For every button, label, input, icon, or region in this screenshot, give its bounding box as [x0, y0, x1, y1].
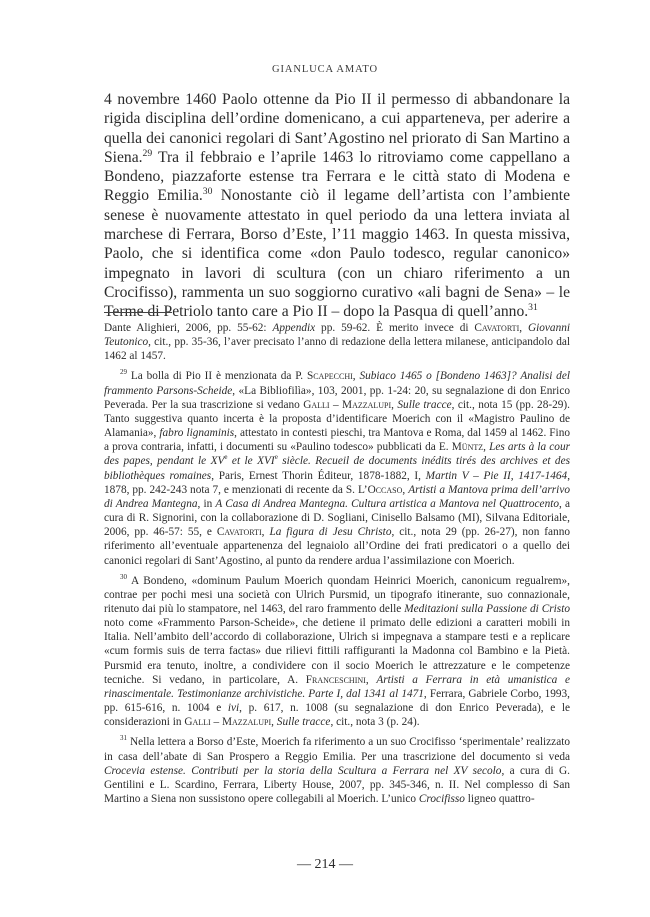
fn-italic: Les arts à la cour des papes, pendant le XV [104, 441, 570, 468]
fn-italic: Meditazioni sulla Passione di Cristo [404, 602, 570, 615]
fn-italic: Martin V – Pie II, 1417-1464 [425, 469, 568, 482]
fn-italic: Sulle tracce [397, 398, 452, 411]
fn-text: , a cura di R. Signorini, con la collaborazione di D. Sogliani, Cinisello Balsamo (MI), Silvana Editoriale, 2006, pp. 46-57: 55, e [104, 497, 570, 539]
fn-text: , [483, 441, 490, 454]
fn-text: , Paris, Ernest Thorin Éditeur, 1878-1882, I, [211, 469, 426, 482]
fn-text: , cit., nota 29 (pp. 26-27), non fanno riferimento all’eventuale appartenenza del legnaiolo all’Ordine dei frati predicatori o a quello dei canonici regolari di Sant’Agostino, al punto da rendere ardua l’assimilazione con Moerich. [104, 526, 571, 567]
footnote-number: 30 [120, 572, 127, 581]
fn-text: Nella lettera a Borso d’Este, Moerich fa riferimento a un suo Crocifisso ‘sperimentale’ realizzato in casa dell’abate di San Prospero a Reggio Emilia. Per una trascrizione del documento si veda [104, 736, 570, 763]
fn-author: L’Occaso [357, 483, 403, 496]
body-text-part: 4 novembre 1460 Paolo ottenne da Pio II il permesso di abbandonare la rigida disciplina dell’ordine domenicano, a cui apparteneva, per aderire a quella dei canonici regolari di Sant’Agostino nel priorato di San Martino a Siena. [104, 91, 570, 166]
fn-text: , [391, 398, 398, 411]
footnote-30 [104, 574, 570, 730]
fn-italic: A Casa di Andrea Mantegna. Cultura artistica a Mantova nel Quattrocento [215, 497, 560, 510]
fn-text: , «La Bibliofilìa», 103, 2001, pp. 1-24: 20, su segnalazione di don Enrico Peverada. Per la sua trascrizione si vedano [104, 384, 570, 411]
footnotes [104, 321, 570, 812]
fn-text: , [261, 526, 270, 539]
fn-text: , [271, 716, 277, 729]
footnote-ref-30: 30 [202, 186, 213, 198]
fn-italic: Artisti a Ferrara in età umanistica e rinascimentale. Testimonianze archivistiche. Parte I, dal 1341 al 1471 [104, 673, 570, 700]
fn-text: , 1878, pp. 242-243 nota 7, e menzionati di recente da S. [104, 469, 571, 496]
fn-italic: Crocevia estense. Contributi per la storia della Scultura a Ferrara nel XV secolo [104, 764, 502, 777]
fn-text: A Bondeno, «dominum Paulum Moerich quondam Heinrici Moerich, canonicum regualrem», contrae per pochi mesi una società con Ulrich Pursmid, un tipografo itinerante, suo connazionale, ritenuto dai più lo stampatore, nel 1463, del raro frammento delle [104, 574, 570, 615]
fn-text: ligneo quattro- [464, 793, 535, 805]
fn-italic: Crocifisso [418, 793, 465, 805]
body-text-part: Nonostante ciò il legame dell’artista con l’ambiente senese è nuovamente attestato in quel periodo da una lettera inviata al marchese di Ferrara, Borso d’Este, l’11 maggio 1463. In questa missiva, Paolo, che si identifica come «don Paulo todesco, regular canonico» impegnato in lavori di scultura (con un chiaro riferimento a un Crocifisso), rammenta un suo soggiorno curativo «ali bagni de Sena» – le Terme di Petriolo tanto care a Pio II – dopo la Pasqua di quell’anno. [104, 187, 570, 321]
fn-text: La bolla di Pio II è menzionata da P. [127, 370, 307, 383]
fn-italic: ivi [227, 702, 240, 715]
fn-superscript: e [274, 453, 278, 462]
fn-text: , cit., pp. 35-36, l’aver precisato l’anno di redazione della lettera milanese, anticipandolo dal 1462 al 1457. [104, 336, 570, 363]
fn-italic: Appendix [272, 322, 316, 334]
fn-text: , in [197, 497, 216, 510]
fn-author: Müntz [451, 441, 484, 454]
fn-text: Dante Alighieri, 2006, pp. 55-62: [104, 322, 273, 334]
fn-text: , a cura di G. Gentilini e L. Scardino, Ferrara, Liberty House, 2007, pp. 345-346, n. II. Nel complesso di San Martino a Siena non sussistono opere collegabili al Moerich. L’unico [104, 764, 571, 805]
fn-italic: Giovanni Teutonico [104, 322, 571, 349]
footnote-ref-31: 31 [528, 302, 538, 314]
fn-italic: Artisti a Mantova prima dell’arrivo di Andrea Mantegna [104, 483, 570, 510]
footnote-29 [104, 369, 570, 567]
fn-text: , Ferrara, Gabriele Corbo, 1993, pp. 615-616, n. 1004 e [104, 687, 570, 715]
footnote-continued [104, 321, 570, 363]
fn-text: noto come «Frammento Parson-Scheide», che detiene il primato delle edizioni a caratteri mobili in Italia. Nell’ambito dell’accordo di collaborazione, Ulrich si impegnava a stampare testi e a replicare «cum formis suis de terra factas» due rilievi fittili raffiguranti la Madonna col Bambino e la Pietà. Pursmid era tenuto, inoltre, a condividere con il socio Moerich le attrezzature e le competenze tecniche. Si vedano, in particolare, A. [104, 617, 570, 686]
fn-author: Scapecchi [306, 370, 353, 383]
running-head: GIANLUCA AMATO [271, 64, 379, 75]
fn-text: , [365, 673, 377, 686]
fn-author: Galli – Mazzalupi [303, 398, 392, 411]
fn-superscript: e [224, 453, 228, 462]
body-paragraph [104, 90, 570, 322]
fn-italic: Subiaco 1465 o [Bondeno 1463]? Analisi del frammento Parsons-Scheide [104, 370, 570, 397]
fn-italic: La figura di Jesu Christo [269, 526, 392, 539]
footnote-separator [104, 312, 172, 313]
fn-italic: et le XVI [227, 455, 275, 468]
fn-author: Franceschini [305, 673, 366, 686]
fn-text: , attestato in contesti pieschi, tra Mantova e Roma, dal 1459 al 1462. Fino a prova contraria, infatti, i documenti su «Paulino todesco» pubblicati da E. [104, 427, 570, 454]
body-text-part: Tra il febbraio e l’aprile 1463 lo ritroviamo come cappellano a Bondeno, piazzaforte estense tra Ferrara e le città stato di Modena e Reggio Emilia. [104, 148, 570, 205]
fn-text: , [519, 322, 528, 334]
footnote-ref-29: 29 [142, 147, 153, 159]
fn-text: , [402, 483, 409, 496]
fn-italic: siècle. Recueil de documents inédits tirés des archives et des bibliothèques romaines [104, 455, 570, 482]
footnote-number: 31 [120, 734, 127, 743]
footnote-number: 29 [120, 368, 127, 377]
fn-text: , cit., nota 3 (p. 24). [330, 716, 420, 729]
fn-text: , p. 617, n. 1008 (su segnalazione di don Enrico Peverada), e le considerazioni in [104, 702, 570, 729]
fn-author: Cavatorti [474, 322, 520, 334]
fn-author: Galli – Mazzalupi [184, 716, 272, 729]
footnote-31 [104, 735, 570, 806]
page-number: — 214 — [297, 857, 353, 872]
fn-text: pp. 59-62. È merito invece di [315, 322, 475, 334]
fn-italic: fabro lignaminis [159, 427, 235, 440]
fn-author: Cavatorti [216, 526, 262, 539]
fn-text: , [352, 370, 360, 383]
fn-italic: Sulle tracce [276, 716, 331, 729]
fn-text: , cit., nota 15 (pp. 28-29). Tanto suggestiva quanto incerta è la proposta d’identificare Moerich con il «Magistro Paulino de Alamania», [104, 398, 571, 440]
